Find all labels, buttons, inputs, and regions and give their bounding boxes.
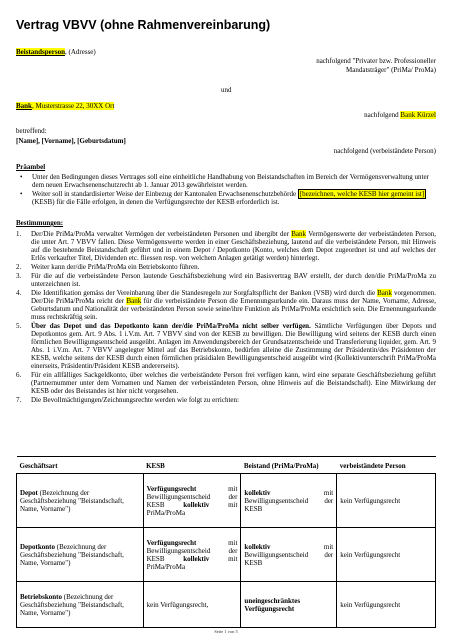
item-text: Weiter kann der/die PriMa/ProMa ein Betriebskonto führen. [31, 263, 200, 271]
document-title: Vertrag VBVV (ohne Rahmenvereinbarung) [16, 18, 271, 32]
cell-kesb [143, 528, 241, 582]
beistand-note-1: nachfolgend "Privater bzw. Professioneller [316, 57, 436, 65]
cell-kesb [143, 582, 241, 628]
beistand-label: Beistandsperson [16, 48, 66, 56]
item-text: Für ein allfälliges Sackgeldkonto, über welches die verbeiständete Person frei verfügen kann, wird eine separate Geschäftsbeziehung geführt (Partnernummer unter dem Vornamen und Namen der verbeiständeten Person, ohne Hinweis auf die Beistandschaft). Eine Mitwirkung der KESB oder des Beistandes ist hier nicht vorgesehen. [31, 371, 436, 395]
cell-text: mit Bewilligungsentscheid der KESB [244, 488, 334, 513]
rights-table [16, 456, 436, 628]
bank-highlight: Bank [126, 297, 142, 305]
beistand-line [16, 48, 96, 56]
item-number: 3. [16, 272, 22, 280]
header-geschaeftsart: Geschäftsart [17, 457, 144, 474]
cell-text: mit Bewilligungsentscheid der KESB [146, 538, 238, 563]
kesb-placeholder: [bezeichnen, welche KESB hier gemeint ist] [299, 190, 425, 198]
beistand-note-2: Mandatsträger" (PriMa/ ProMa) [346, 66, 436, 74]
cell-strong: Depotkonto [20, 542, 56, 551]
bestimmung-item [16, 263, 436, 271]
item-number: 7. [16, 396, 22, 404]
bank-line [16, 102, 114, 110]
cell-text: kein Verfügungsrecht, [146, 600, 209, 609]
bestimmungen-heading: Bestimmungen: [16, 219, 64, 227]
cell-person: kein Verfügungsrecht [337, 582, 436, 628]
cell-strong: kollektiv [244, 542, 271, 551]
bank-highlight: Bank [377, 289, 392, 297]
cell-text: mit Bewilligungsentscheid der KESB [146, 484, 238, 509]
cell-text: mit Bewilligungsentscheid der KESB [244, 542, 334, 567]
cell-strong: kollektiv [244, 488, 271, 497]
item-number: 5. [16, 322, 22, 330]
bank-highlight: Bank [291, 230, 307, 238]
table-header-row [17, 457, 436, 474]
bestimmung-item [16, 396, 436, 404]
bank-note [240, 111, 436, 119]
praeambel-list [16, 173, 436, 207]
item-number: 1. [16, 230, 22, 238]
header-beistand: Beistand (PriMa/ProMa) [241, 457, 337, 474]
item-text: Sämtliche Verfügungen über Depots und Depotkontos gem. Art. 9 Abs. 1 i.V.m. Art. 7 VBVV sind von der KESB zu bewilligen. Die Bewilligung wird seitens der KESB durch einen förmlichen Bewilligungsentscheid ausgeübt. Anlagen im Anwendungsbereich der Grundsatzentscheide und Transferierung liquider, gem. Art. 9 Abs. 1 i.V.m. Art. 7 VBVV angelegter Mittel auf das Betriebskonto, bedürfen alleine die Zustimmung der Präsidentin/des Präsidenten der KESB, welche seitens der KESB durch einen förmlichen präsidialen Bewilligungsentscheid ausgeübt wird (Kollektivunterschrift PriMa/ProMa einerseits, Präsidentin/Präsident KESB andererseits). [31, 322, 437, 370]
item-number: 4. [16, 289, 22, 297]
cell-strong: kollektiv [183, 554, 210, 563]
cell-strong: Verfügungsrecht [146, 484, 197, 493]
item-text: vorgenommen. Der/Die PriMa/ProMa reicht der [31, 289, 436, 305]
cell-text: mit PriMa/ProMa [146, 500, 238, 517]
header-kesb: KESB [143, 457, 241, 474]
bank-note-prefix: nachfolgend [364, 111, 401, 119]
cell-strong: kollektiv [183, 500, 210, 509]
bestimmung-item [16, 289, 436, 321]
bank-kuerzel: Bank Kürzel [400, 111, 436, 119]
und-connector: und [221, 86, 232, 94]
cell-text: mit PriMa/ProMa [146, 554, 238, 571]
item-number: 6. [16, 371, 22, 379]
praeambel-text-1: Unter den Bedingungen dieses Vertrages soll eine einheitliche Handhabung von Beistandschaften im Bereich der Vermögensverwaltung unter dem neuen Erwachsenenschutzrecht ab 1. Januar 2013 gewährleistet werden. [32, 173, 429, 189]
cell-person: kein Verfügungsrecht [337, 528, 436, 582]
item-text: Für die auf die verbeiständete Person lautende Geschäftsbeziehung wird ein Basisvertrag BAV erstellt, der durch den/die PriMa/ProMa zu unterzeichnen ist. [31, 272, 436, 288]
item-number: 2. [16, 263, 22, 271]
header-person: verbeiständete Person [337, 457, 436, 474]
item-text: Vermögenswerte der verbeiständeten Person, die unter Art. 7 VBVV fallen. Diese Vermögenswerte werden in einer Geschäftsbeziehung, lautend auf die verbeiständete Person, mit Hinweis auf die bestehende Beistandschaft geführt und in einem Depot / Depotkonto (Konto, welches dem Depot zugeordnet ist und auf welches der Erlös verkaufter Titel, Dividenden etc. fliessen resp. von welchem Anlagen getätigt werden) hinterlegt. [31, 230, 436, 262]
cell-geschaeftsart [17, 474, 144, 528]
cell-beistand [241, 474, 337, 528]
cell-beistand [241, 582, 337, 628]
item-text: Die Bevollmächtigungen/Zeichnungsrechte werden wie folgt zu errichten: [31, 396, 239, 404]
cell-person: kein Verfügungsrecht [337, 474, 436, 528]
bestimmung-item [16, 230, 436, 262]
person-fields: [Name], [Vorname], [Geburtsdatum] [16, 137, 126, 145]
cell-geschaeftsart [17, 528, 144, 582]
cell-kesb [143, 474, 241, 528]
praeambel-heading: Präambel [16, 163, 46, 171]
praeambel-text-2a: Weiter soll in standardisierter Weise der Einbezug der Kantonalen Erwachsenenschutzbehörde [32, 190, 298, 198]
bestimmung-item [16, 272, 436, 288]
list-item [16, 190, 436, 206]
table-row [17, 528, 436, 582]
cell-text: (Bezeichnung der Geschäftsbeziehung "Beistandschaft, Name, Vorname") [20, 488, 124, 513]
item-text: Der/Die PriMa/ProMa verwaltet Vermögen der verbeiständeten Personen und übergibt der [31, 230, 292, 238]
betreffend-label: betreffend: [16, 127, 47, 135]
page-footer: Seite 1 von 5 [214, 629, 238, 634]
bank-label: Bank [16, 102, 32, 110]
cell-text: (Bezeichnung der Geschäftsbeziehung "Beistandschaft, Name, Vorname") [20, 542, 124, 567]
table-row [17, 582, 436, 628]
bank-address: , Musterstrasse 22, 30XX Ort [31, 102, 115, 110]
cell-strong: uneingeschränktes Verfügungsrecht [244, 596, 301, 613]
cell-beistand [241, 528, 337, 582]
item-text: Über das Depot und das Depotkonto kann der/die PriMa/ProMa nicht selber verfügen. [31, 322, 311, 330]
item-text: für die verbeiständete Person die Ernennungsurkunde ein. Daraus muss der Name, Vorname, Adresse, Geburtsdatum und Nationalität der verbeiständeten Person sowie seine/ihre Funktion als PriMa/ProMa ersichtlich sein. Die Ernennungsurkunde muss rechtskräftig sein. [31, 297, 436, 321]
table-row [17, 474, 436, 528]
beistand-address: , (Adresse) [65, 48, 96, 56]
list-item [16, 173, 436, 189]
bestimmung-item [16, 322, 436, 370]
person-note: nachfolgend (verbeiständete Person) [333, 147, 436, 155]
item-text: Die Identifikation gemäss der Vereinbarung über die Standesregeln zur Sorgfaltspflicht der Banken (VSB) wird durch die [31, 289, 378, 297]
cell-strong: Verfügungsrecht [146, 538, 197, 547]
cell-strong: Depot [20, 488, 38, 497]
cell-strong: Betriebskonto [20, 592, 62, 601]
bestimmungen-list [16, 230, 436, 405]
cell-text: (Bezeichnung der Geschäftsbeziehung "Beistandschaft, Name, Vorname") [20, 592, 124, 617]
bestimmung-item [16, 371, 436, 395]
praeambel-text-2b: (KESB) für die Fälle erfolgen, in denen die Verfügungsrechte der KESB erforderlich ist. [32, 198, 280, 206]
cell-geschaeftsart [17, 582, 144, 628]
